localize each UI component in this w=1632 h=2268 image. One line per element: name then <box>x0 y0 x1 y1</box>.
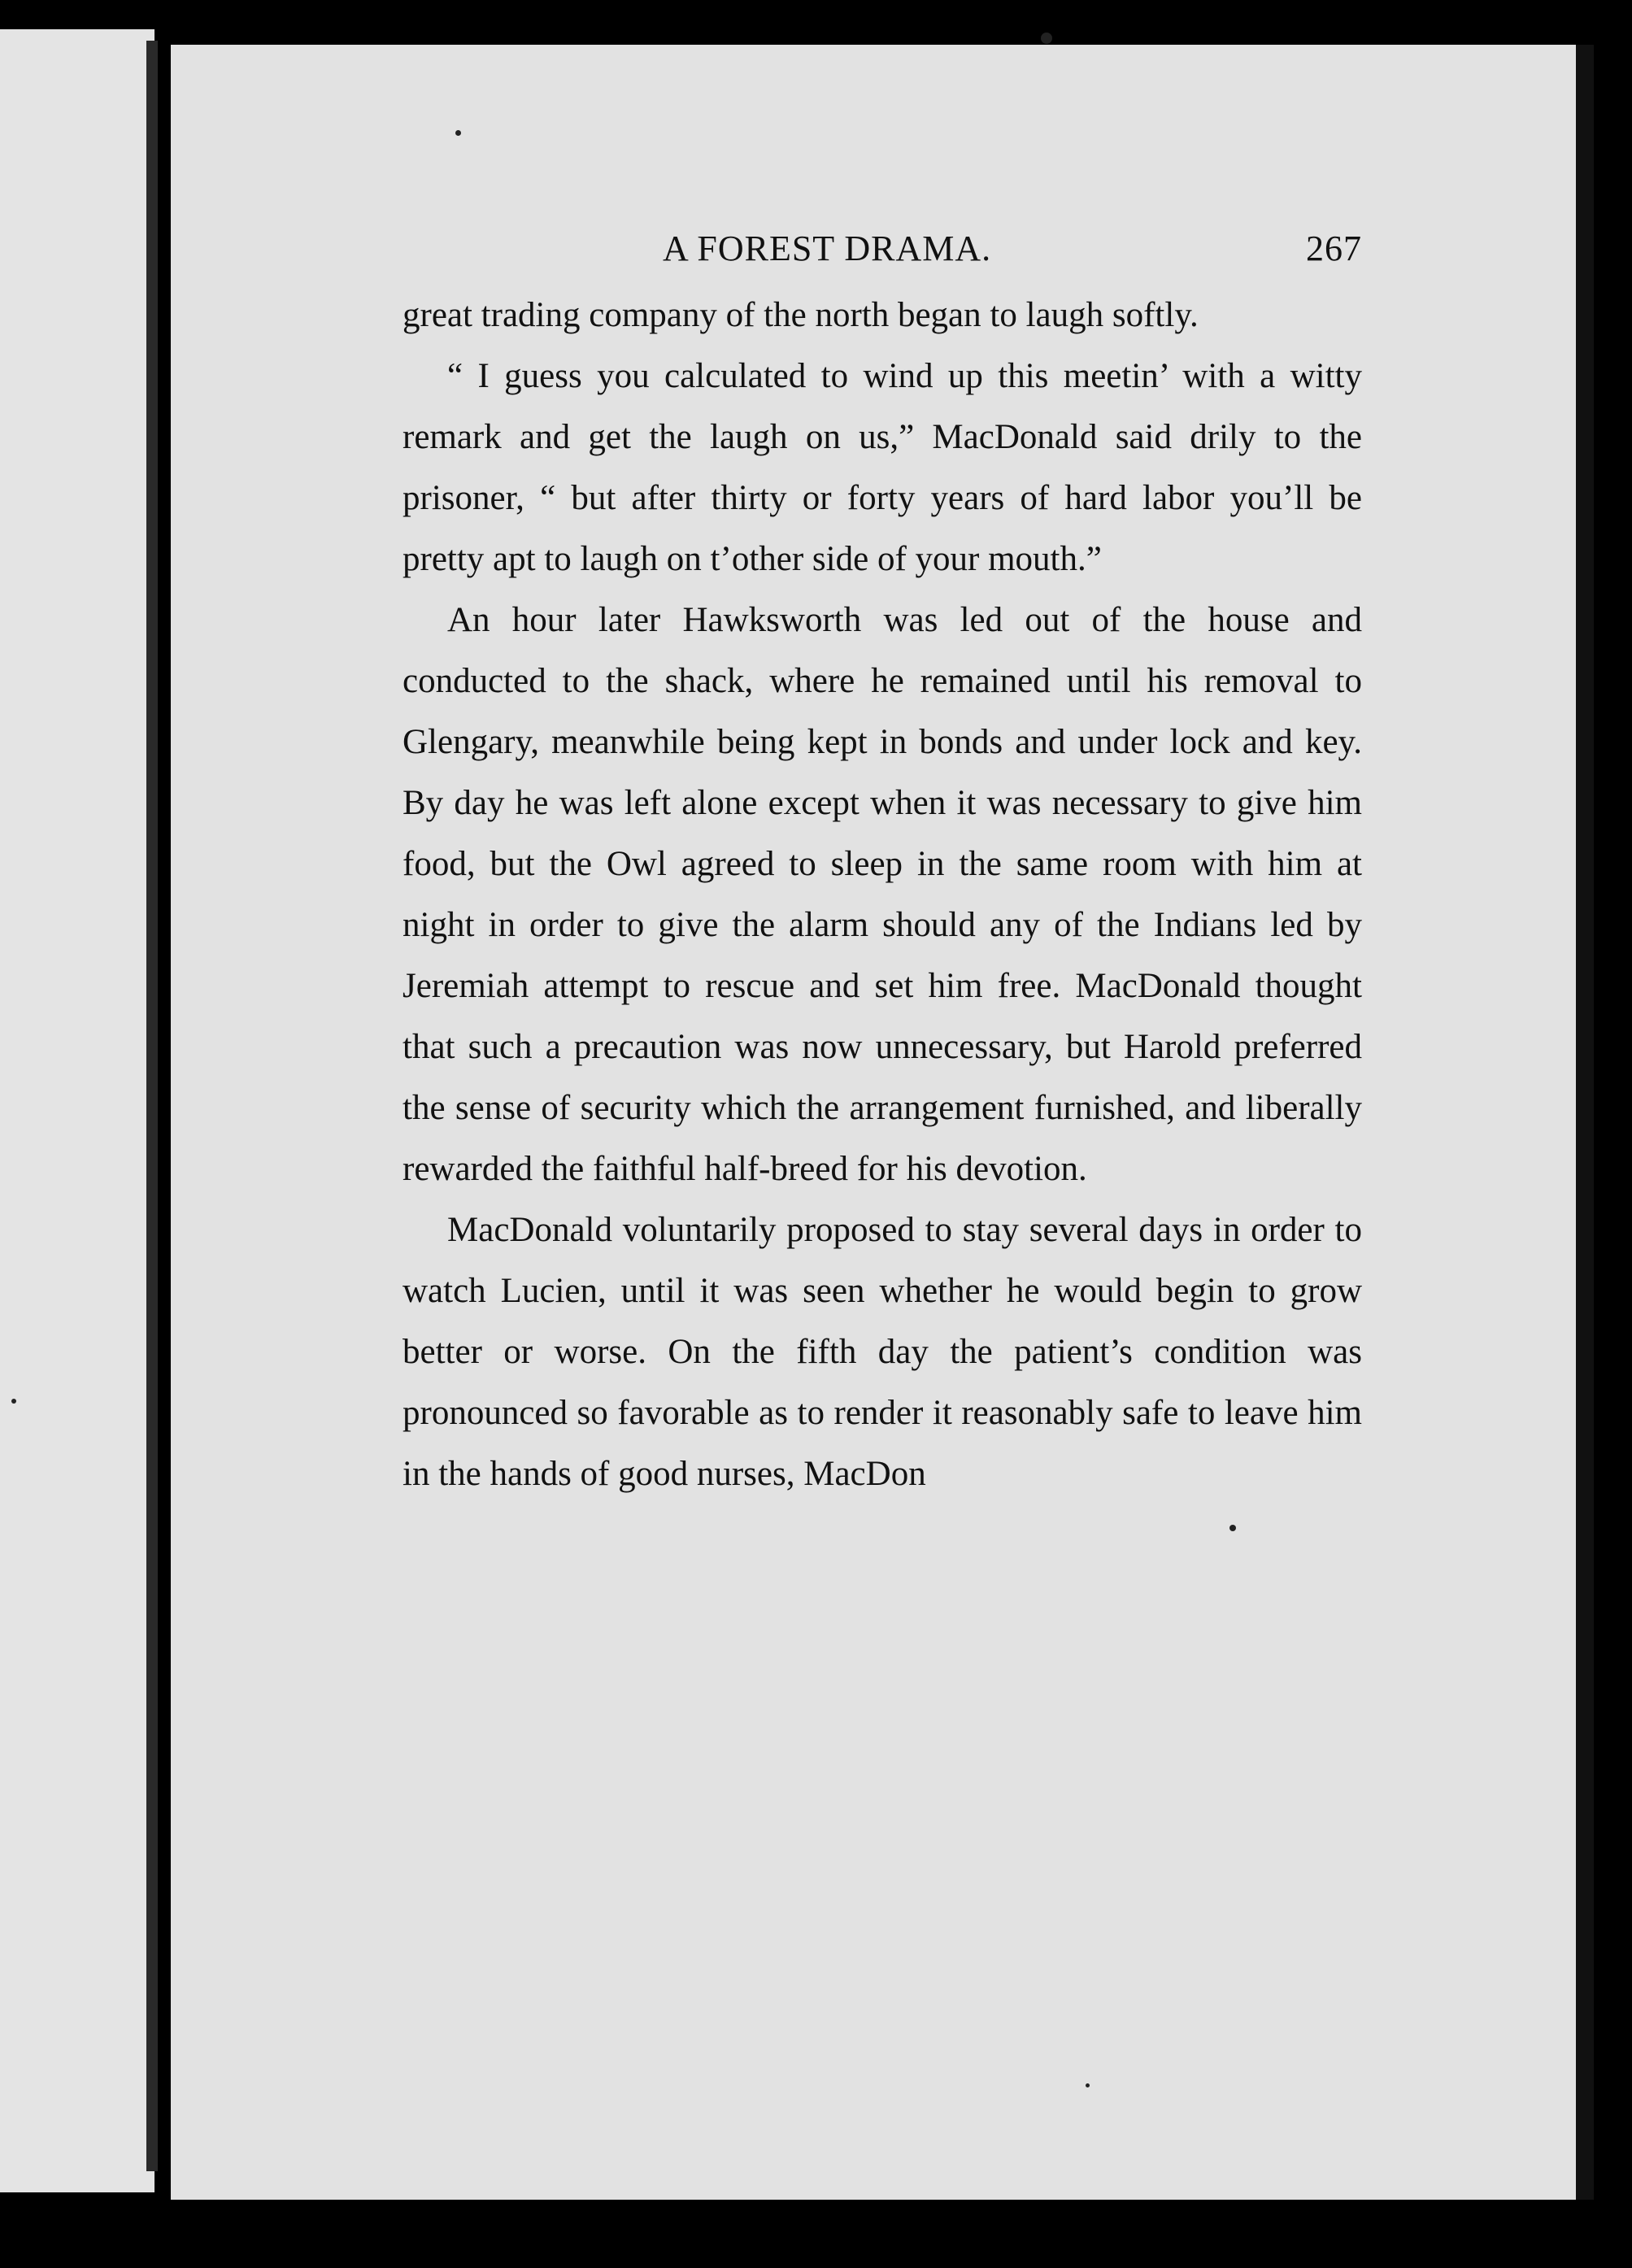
page-number: 267 <box>1306 229 1362 268</box>
paragraph: MacDonald voluntarily proposed to stay several days in order to watch Lucien, until it was seen whether he would begin to grow better or worse. On the fifth day the patient’s condition was pronounced so favorable as to render it reasonably safe to leave him in the hands of good nurses, MacDon <box>403 1211 1362 1493</box>
dust-speck <box>1041 33 1052 44</box>
paragraph: great trading company of the north began to laugh softly. <box>403 296 1199 334</box>
dust-speck <box>1229 1525 1236 1531</box>
left-page-margin <box>0 29 154 2192</box>
left-page-edge <box>146 41 158 2171</box>
dust-speck <box>1086 2083 1090 2087</box>
dust-speck <box>455 130 461 136</box>
dust-speck <box>11 1399 16 1404</box>
right-page-edge <box>1576 45 1594 2200</box>
paragraph: An hour later Hawksworth was led out of the house and conducted to the shack, where he remained until his removal to Glengary, meanwhile being kept in bonds and under lock and key. By day he was left alone except when it was necessary to give him food, but the Owl agreed to sleep in the same room with him at night in order to give the alarm should any of the Indians led by Jeremiah attempt to rescue and set him free. MacDonald thought that such a precaution was now unnecessary, but Harold preferred the sense of security which the arrangement furnished, and liberally rewarded the faithful half-breed for his devotion. <box>403 601 1362 1188</box>
running-title: A FOREST DRAMA. <box>663 229 992 268</box>
text-column <box>403 211 1362 1504</box>
book-gutter <box>158 29 171 2225</box>
running-head <box>403 211 1362 285</box>
paragraph: “ I guess you calculated to wind up this meetin’ with a witty remark and get the laugh on us,” MacDonald said drily to the prisoner, “ but after thirty or forty years of hard labor you’ll be pretty apt to laugh on t’other side of your mouth.” <box>403 357 1362 578</box>
